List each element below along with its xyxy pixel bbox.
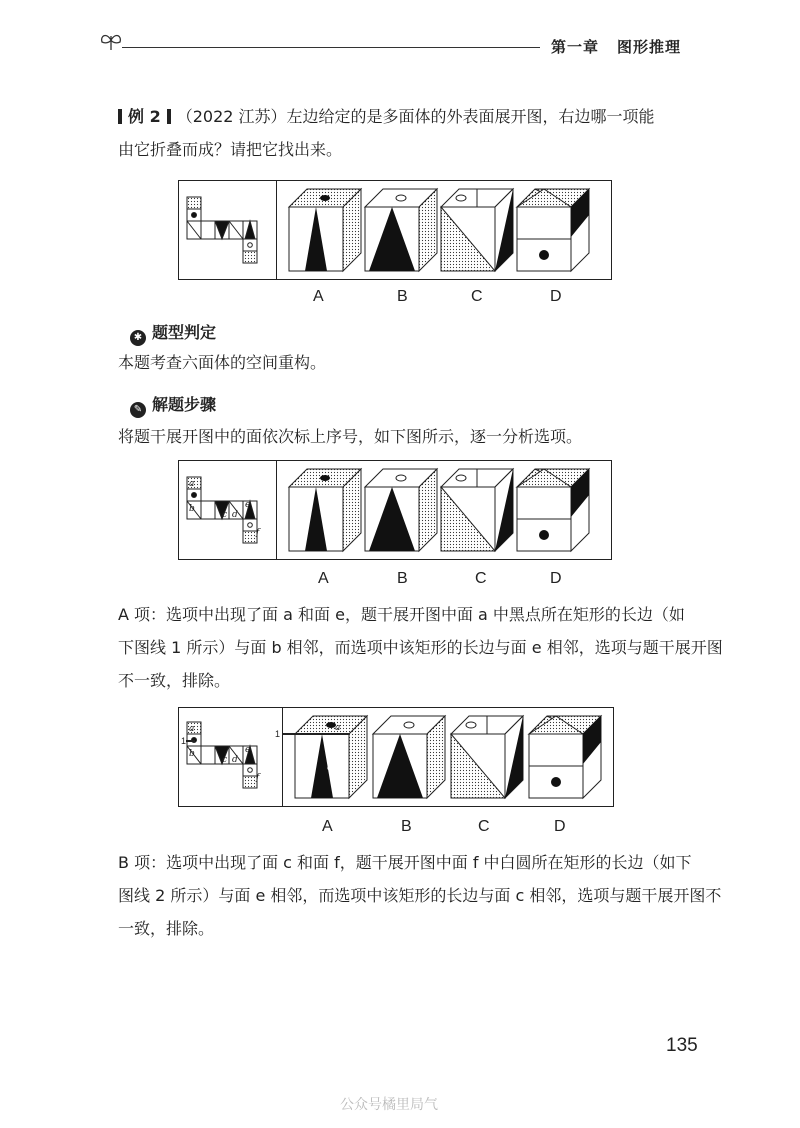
svg-text:e: e [245,500,251,510]
analysis-b-line3: 一致，排除。 [118,919,215,938]
svg-text:1: 1 [181,736,187,746]
example-question [118,100,700,166]
net-diagram-labeled [187,477,272,543]
option-c-cube [437,465,517,555]
analysis-b-line2: 图线 2 所示）与面 e 相邻，而选项中该矩形的长边与面 c 相邻，选项与题干展开图不 [118,886,722,905]
question-line1: 左边给定的是多面体的外表面展开图，右边哪一项能 [286,107,655,126]
option-d-cube [513,185,593,275]
example-source: （2022 江苏） [176,107,287,126]
section-type [130,320,216,346]
option-b-cube [361,465,441,555]
net-diagram [187,197,272,263]
leaf-icon [98,30,124,52]
chapter-header [551,36,699,57]
header-rule [122,47,540,48]
option-label-d: D [550,570,562,587]
section-type-body: 本题考查六面体的空间重构。 [118,353,327,372]
section-steps [130,392,216,418]
option-label-d: D [554,818,566,835]
svg-text:1: 1 [275,729,281,739]
option-label-c: C [478,818,490,835]
option-label-b: B [397,288,408,305]
svg-text:b: b [189,504,195,514]
svg-text:a: a [189,479,195,489]
svg-text:f: f [256,773,260,783]
analysis-b [118,846,722,945]
gear-icon: ✱ [130,330,146,346]
svg-text:a: a [335,723,341,733]
figure-1 [178,180,612,280]
option-c-cube [437,185,517,275]
svg-text:e: e [327,763,333,773]
option-label-a: A [322,818,333,835]
chapter-number: 第一章 [551,38,600,56]
net-diagram-line1 [179,722,279,792]
option-label-b: B [397,570,408,587]
analysis-a-line3: 不一致，排除。 [118,671,231,690]
watermark: 公众号橘里局气 [340,1097,438,1113]
svg-text:c: c [222,510,228,520]
question-line2: 由它折叠而成？请把它找出来。 [118,140,343,159]
option-label-c: C [475,570,487,587]
option-a-cube [285,185,365,275]
svg-text:a: a [189,724,195,734]
option-d-cube [525,712,605,802]
svg-text:d: d [232,510,238,520]
page-number: 135 [666,1035,698,1056]
analysis-a-line1: A 项：选项中出现了面 a 和面 e，题干展开图中面 a 中黑点所在矩形的长边（如 [118,605,685,624]
option-b-cube [369,712,449,802]
option-label-a: A [313,288,324,305]
pencil-icon: ✎ [130,402,146,418]
svg-text:f: f [256,528,260,538]
svg-text:c: c [222,755,228,765]
analysis-a [118,598,723,697]
svg-text:e: e [245,745,251,755]
option-c-cube [447,712,527,802]
option-label-d: D [550,288,562,305]
option-b-cube [361,185,441,275]
option-label-a: A [318,570,329,587]
option-label-b: B [401,818,412,835]
example-label: 例 2 [128,107,161,126]
section-steps-title: 解题步骤 [152,395,217,414]
svg-text:d: d [232,755,238,765]
analysis-b-line1: B 项：选项中出现了面 c 和面 f，题干展开图中面 f 中白圆所在矩形的长边（如下 [118,853,692,872]
option-d-cube [513,465,593,555]
option-label-c: C [471,288,483,305]
option-a-cube [275,712,371,802]
svg-text:b: b [189,749,195,759]
section-steps-intro: 将题干展开图中的面依次标上序号，如下图所示，逐一分析选项。 [118,427,583,446]
section-type-title: 题型判定 [152,323,217,342]
option-a-cube [285,465,365,555]
analysis-a-line2: 下图线 1 所示）与面 b 相邻，而选项中该矩形的长边与面 e 相邻，选项与题干展开图 [118,638,723,657]
chapter-title: 图形推理 [617,38,682,56]
figure-3 [178,707,614,807]
figure-2 [178,460,612,560]
